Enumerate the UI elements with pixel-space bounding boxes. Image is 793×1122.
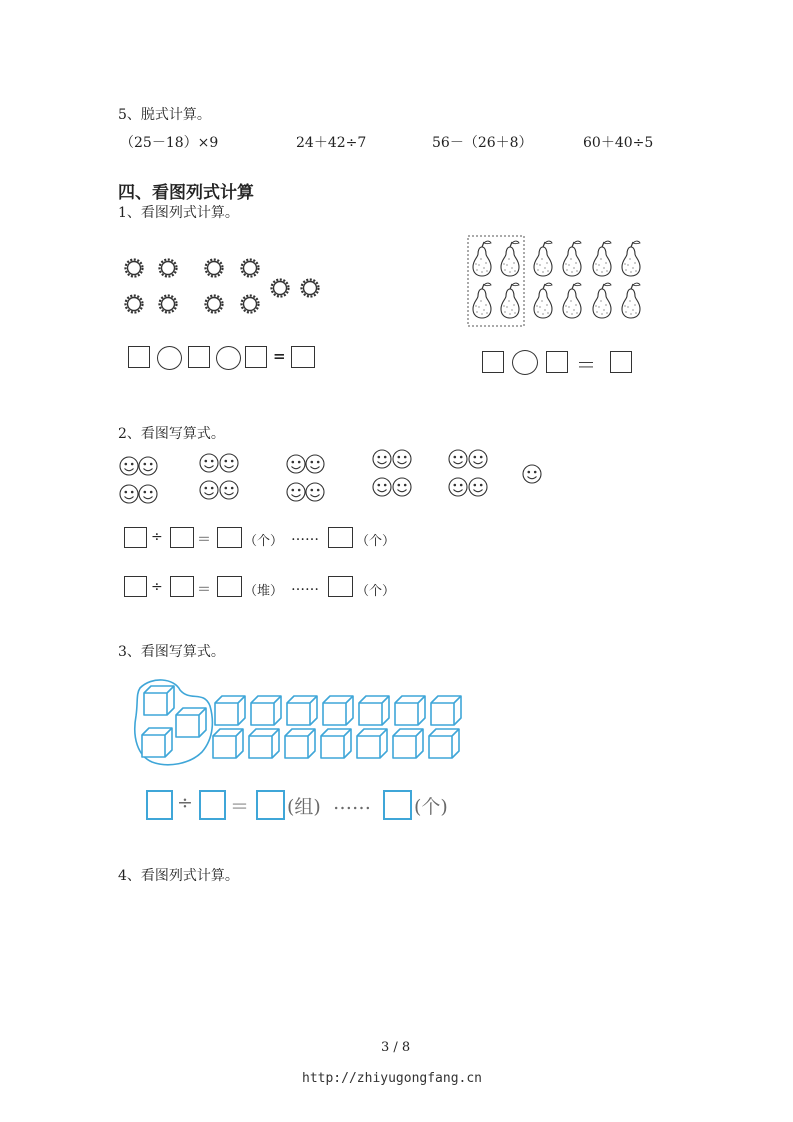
smiley-icon [393,478,411,496]
answer-box[interactable] [245,346,267,368]
divide-sign: ÷ [151,529,163,545]
cube-icon [321,729,351,758]
cube-icon [215,696,245,725]
smiley-icon [393,450,411,468]
answer-box[interactable] [188,346,210,368]
q4-title: 4、看图列式计算。 [118,868,239,884]
unit-label: (个) [414,796,448,818]
pear-icon [563,283,581,318]
divide-sign: ÷ [177,792,193,814]
remainder-dots: …… [333,792,371,814]
operator-circle[interactable] [216,346,241,370]
smiley-icon [120,485,138,503]
answer-box[interactable] [291,346,315,368]
sun-icon [126,296,143,313]
cube-icon [357,729,387,758]
pear-icon [534,283,552,318]
pear-icon [501,241,519,276]
smiley-icon [373,478,391,496]
remainder-dots: …… [291,528,319,544]
sun-icon [272,280,289,297]
page-number: 3 / 8 [381,1040,411,1055]
cube-icon [249,729,279,758]
unit-label: （个） [356,534,396,549]
cube-icon [213,729,243,758]
operator-circle[interactable] [512,350,538,375]
unit-label: （堆） [244,584,284,599]
remainder-dots: …… [291,578,319,594]
cube-icon [323,696,353,725]
cube-icon [431,696,461,725]
pear-icon [473,283,491,318]
answer-box[interactable] [383,790,412,820]
cube-group-figure [130,676,470,772]
equals-sign: ＝ [576,353,596,377]
smiley-icon [200,481,218,499]
pear-icon [501,283,519,318]
answer-box[interactable] [482,351,504,373]
q1-title: 1、看图列式计算。 [118,205,239,221]
smiley-icon [306,483,324,501]
sun-group-figure [118,248,328,324]
answer-box[interactable] [146,790,173,820]
sun-icon [302,280,319,297]
smiley-icon [306,455,324,473]
q2-title: 2、看图写算式。 [118,426,225,442]
sun-icon [242,260,259,277]
cube-icon [285,729,315,758]
unit-label: (组) [287,796,321,818]
unit-label: （个） [244,534,284,549]
footer-url[interactable]: http://zhiyugongfang.cn [302,1071,483,1086]
pear-icon [473,241,491,276]
sun-icon [206,260,223,277]
divide-sign: ÷ [151,579,163,595]
smiley-icon [220,481,238,499]
answer-box[interactable] [328,576,353,597]
smiley-group-figure [116,444,546,510]
section-heading: 四、看图列式计算 [118,183,254,203]
smiley-icon [287,483,305,501]
pear-icon [563,241,581,276]
smiley-icon [469,450,487,468]
smiley-icon [120,457,138,475]
sun-icon [126,260,143,277]
smiley-icon [200,454,218,472]
answer-box[interactable] [256,790,285,820]
smiley-icon [449,450,467,468]
smiley-icon [469,478,487,496]
cube-icon [287,696,317,725]
answer-box[interactable] [128,346,150,368]
answer-box[interactable] [546,351,568,373]
equals-sign: ＝ [197,532,211,548]
smiley-icon [373,450,391,468]
answer-box[interactable] [199,790,226,820]
cube-icon [429,729,459,758]
equals-sign: ＝ [230,796,250,818]
sun-icon [160,260,177,277]
cube-icon [142,728,172,757]
answer-box[interactable] [217,576,242,597]
smiley-icon [287,455,305,473]
answer-box[interactable] [328,527,353,548]
answer-box[interactable] [610,351,632,373]
smiley-icon [449,478,467,496]
cube-icon [144,686,174,715]
cube-icon [176,708,206,737]
sun-icon [242,296,259,313]
sun-icon [206,296,223,313]
pear-group-figure [466,234,648,328]
q5-title: 5、脱式计算。 [118,107,211,123]
cube-icon [359,696,389,725]
smiley-icon [523,465,541,483]
sun-icon [160,296,177,313]
operator-circle[interactable] [157,346,182,370]
answer-box[interactable] [170,576,194,597]
q5-expr-4: 60＋40÷5 [583,135,654,151]
pear-icon [622,283,640,318]
q5-expr-3: 56－（26＋8） [432,135,533,151]
answer-box[interactable] [124,576,147,597]
answer-box[interactable] [217,527,242,548]
smiley-icon [139,485,157,503]
smiley-icon [139,457,157,475]
smiley-icon [220,454,238,472]
cube-icon [395,696,425,725]
pear-icon [622,241,640,276]
q5-expr-2: 24＋42÷7 [296,135,367,151]
cube-icon [393,729,423,758]
cube-icon [251,696,281,725]
answer-box[interactable] [124,527,147,548]
pear-icon [534,241,552,276]
equals-sign: = [273,347,286,365]
pear-icon [593,283,611,318]
equals-sign: ＝ [197,582,211,598]
answer-box[interactable] [170,527,194,548]
unit-label: （个） [356,584,396,599]
q3-title: 3、看图写算式。 [118,644,225,660]
q5-expr-1: （25－18）×9 [120,135,219,151]
pear-icon [593,241,611,276]
